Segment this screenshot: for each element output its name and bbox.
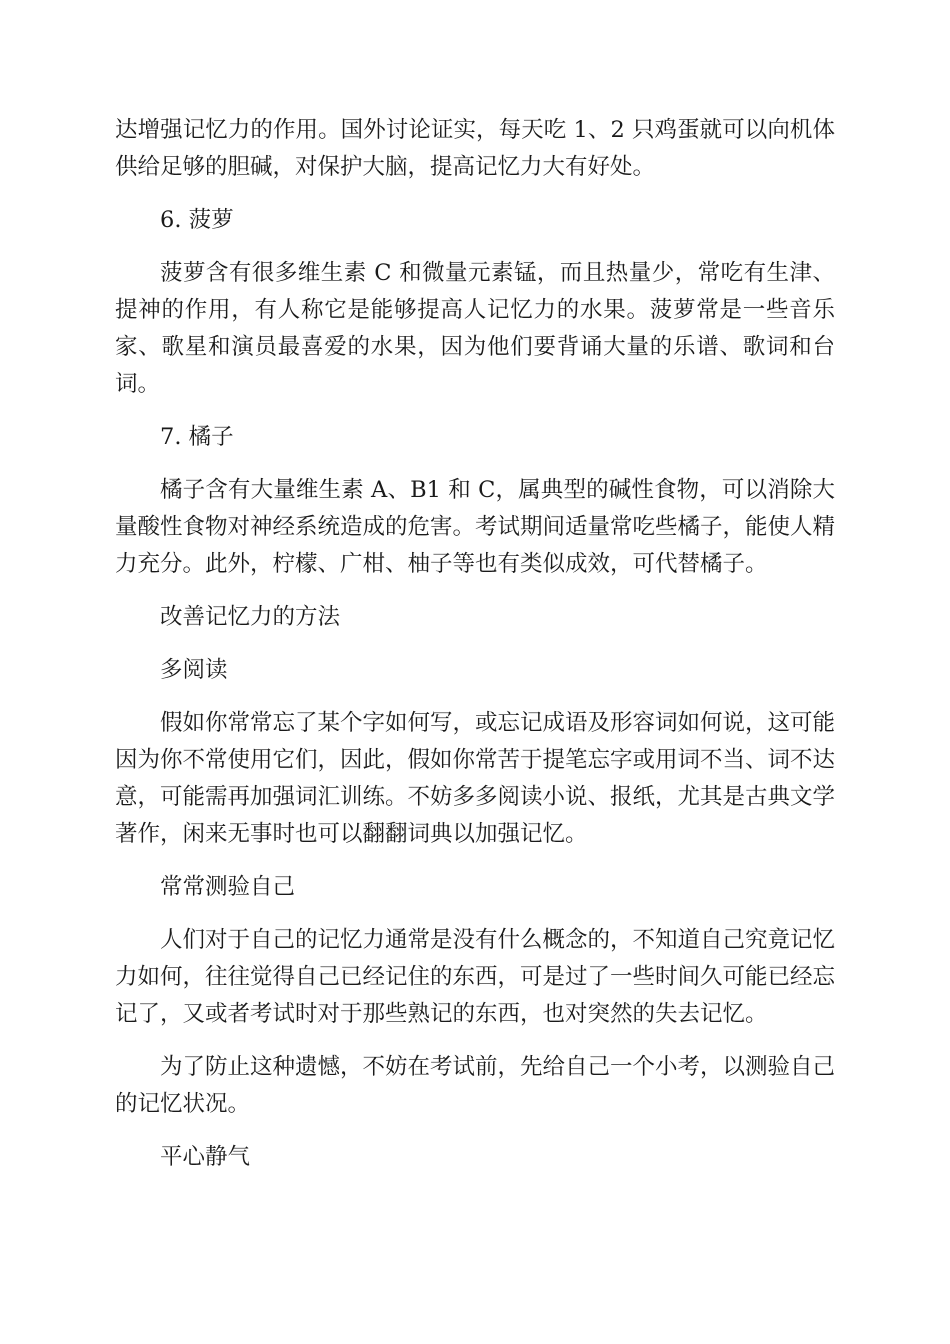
heading-improve-memory-methods: 改善记忆力的方法 xyxy=(160,604,341,630)
paragraph-pineapple: 菠萝含有很多维生素 C 和微量元素锰，而且热量少，常吃有生津、提神的作用，有人称它是能够提高人记忆力的水果。菠萝常是一些音乐家、歌星和演员最喜爱的水果，因为他们要背诵大量的乐谱、歌词和台词。 xyxy=(115,260,835,397)
heading-test-yourself: 常常测验自己 xyxy=(160,874,296,900)
heading-read-more: 多阅读 xyxy=(160,657,228,683)
paragraph-orange: 橘子含有大量维生素 A、B1 和 C，属典型的碱性食物，可以消除大量酸性食物对神经系统造成的危害。考试期间适量常吃些橘子，能使人精力充分。此外，柠檬、广柑、柚子等也有类似成效，可代替橘子。 xyxy=(115,477,836,577)
paragraph-test-yourself: 人们对于自己的记忆力通常是没有什么概念的，不知道自己究竟记忆力如何，往往觉得自己已经记住的东西，可是过了一些时间久可能已经忘记了，又或者考试时对于那些熟记的东西，也对突然的失去记忆。 xyxy=(115,927,836,1027)
paragraph-egg-continued: 达增强记忆力的作用。国外讨论证实，每天吃 1、2 只鸡蛋就可以向机体供给足够的胆碱，对保护大脑，提高记忆力大有好处。 xyxy=(115,117,835,180)
heading-stay-calm: 平心静气 xyxy=(160,1144,251,1170)
heading-orange: 7. 橘子 xyxy=(160,424,234,450)
document-body xyxy=(115,112,835,1192)
paragraph-pre-exam-quiz: 为了防止这种遗憾，不妨在考试前，先给自己一个小考，以测验自己的记忆状况。 xyxy=(115,1054,836,1117)
paragraph-read-more: 假如你常常忘了某个字如何写，或忘记成语及形容词如何说，这可能因为你不常使用它们，因此，假如你常苦于提笔忘字或用词不当、词不达意，可能需再加强词汇训练。不妨多多阅读小说、报纸，尤其是古典文学著作，闲来无事时也可以翻翻词典以加强记忆。 xyxy=(115,710,836,847)
heading-pineapple: 6. 菠萝 xyxy=(160,207,234,233)
